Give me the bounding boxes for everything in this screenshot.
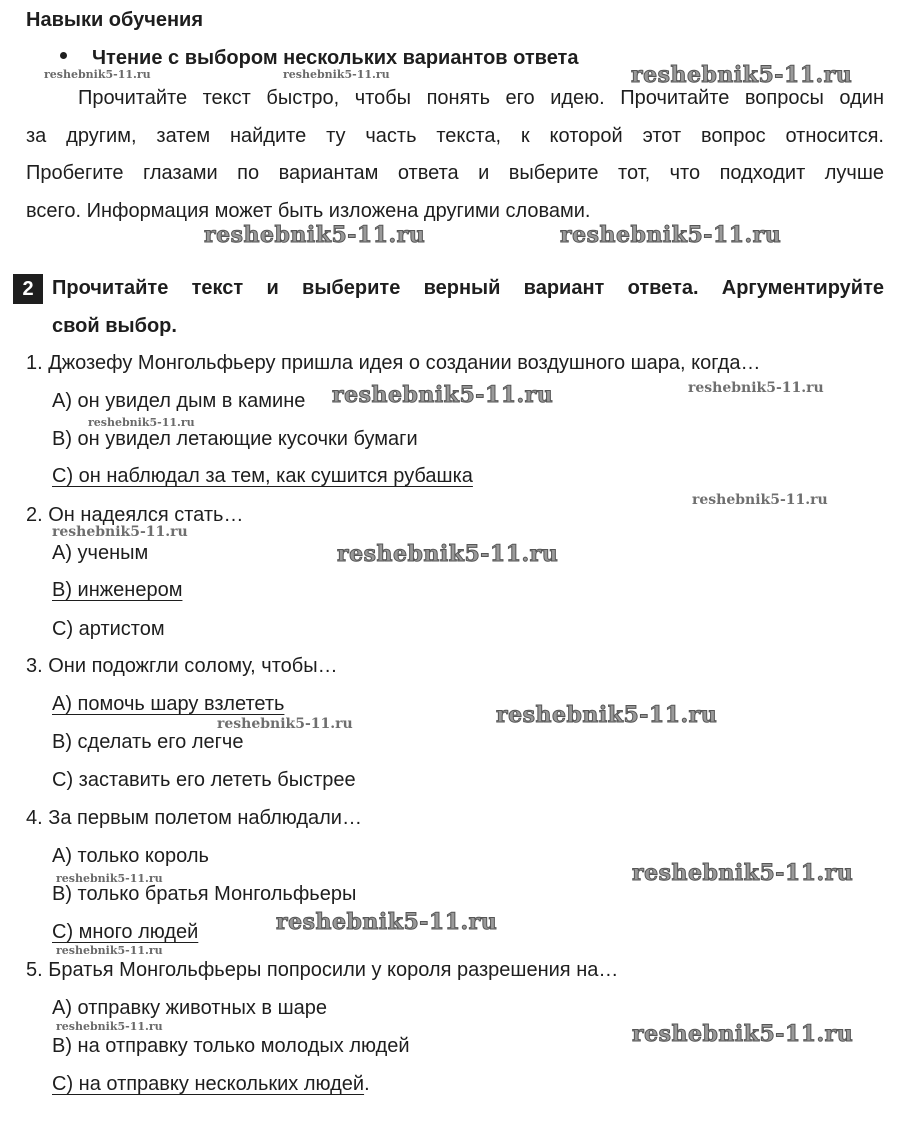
q4-option-c-correct: C) много людей xyxy=(52,921,199,943)
watermark: reshebnik5-11.ru xyxy=(56,872,163,885)
watermark: reshebnik5-11.ru xyxy=(688,380,824,396)
question-1: 1. Джозефу Монгольфьеру пришла идея о создании воздушного шара, когда… xyxy=(26,352,761,374)
watermark: reshebnik5-11.ru xyxy=(44,68,151,81)
watermark: reshebnik5-11.ru xyxy=(283,68,390,81)
question-5: 5. Братья Монгольфьеры попросили у короля разрешения на… xyxy=(26,959,619,981)
task-title-line-1: Прочитайте текст и выберите верный вариант ответа. Аргументируйте xyxy=(52,277,884,299)
section-title: Навыки обучения xyxy=(26,9,204,31)
watermark: reshebnik5-11.ru xyxy=(56,944,163,957)
watermark: reshebnik5-11.ru xyxy=(204,222,426,248)
q4-option-b: B) только братья Монгольфьеры xyxy=(52,883,357,905)
q5-option-c-correct xyxy=(52,1072,370,1096)
watermark: reshebnik5-11.ru xyxy=(560,222,782,248)
watermark: reshebnik5-11.ru xyxy=(632,860,854,886)
watermark: reshebnik5-11.ru xyxy=(692,492,828,508)
watermark: reshebnik5-11.ru xyxy=(276,909,498,935)
q2-option-b-correct: B) инженером xyxy=(52,579,183,601)
watermark: reshebnik5-11.ru xyxy=(56,1020,163,1033)
bullet-dot-icon xyxy=(60,52,67,59)
q2-option-a: A) ученым xyxy=(52,542,149,564)
watermark: reshebnik5-11.ru xyxy=(632,1021,854,1047)
q5-trailing-period: . xyxy=(364,1073,370,1095)
q3-option-c: C) заставить его лететь быстрее xyxy=(52,769,356,791)
q5-option-c-text: C) на отправку нескольких людей xyxy=(52,1073,365,1095)
question-4: 4. За первым полетом наблюдали… xyxy=(26,807,362,829)
bullet-heading: Чтение с выбором нескольких вариантов ответа xyxy=(92,47,579,69)
instruction-line-2: за другим, затем найдите ту часть текста, к которой этот вопрос относится. xyxy=(26,125,884,147)
q5-option-b: B) на отправку только молодых людей xyxy=(52,1035,410,1057)
instruction-line-1: Прочитайте текст быстро, чтобы понять его идею. Прочитайте вопросы один xyxy=(78,87,884,109)
watermark: reshebnik5-11.ru xyxy=(88,416,195,429)
instruction-line-3: Пробегите глазами по вариантам ответа и выберите тот, что подходит лучше xyxy=(26,162,884,184)
watermark: reshebnik5-11.ru xyxy=(332,382,554,408)
watermark: reshebnik5-11.ru xyxy=(337,541,559,567)
q5-option-a: A) отправку животных в шаре xyxy=(52,997,327,1019)
q1-option-c-correct: C) он наблюдал за тем, как сушится рубашка xyxy=(52,465,473,487)
task-number-badge: 2 xyxy=(13,274,43,304)
q2-option-c: C) артистом xyxy=(52,618,165,640)
instruction-line-4: всего. Информация может быть изложена другими словами. xyxy=(26,200,591,222)
watermark: reshebnik5-11.ru xyxy=(631,62,853,88)
q4-option-a: A) только король xyxy=(52,845,209,867)
q1-option-b: B) он увидел летающие кусочки бумаги xyxy=(52,428,418,450)
watermark: reshebnik5-11.ru xyxy=(217,716,353,732)
q3-option-a-correct: A) помочь шару взлететь xyxy=(52,693,285,715)
task-title-line-2: свой выбор. xyxy=(52,315,177,337)
watermark: reshebnik5-11.ru xyxy=(496,702,718,728)
question-2: 2. Он надеялся стать… xyxy=(26,504,244,526)
question-3: 3. Они подожгли солому, чтобы… xyxy=(26,655,338,677)
q3-option-b: B) сделать его легче xyxy=(52,731,244,753)
watermark: reshebnik5-11.ru xyxy=(52,524,188,540)
q1-option-a: A) он увидел дым в камине xyxy=(52,390,306,412)
